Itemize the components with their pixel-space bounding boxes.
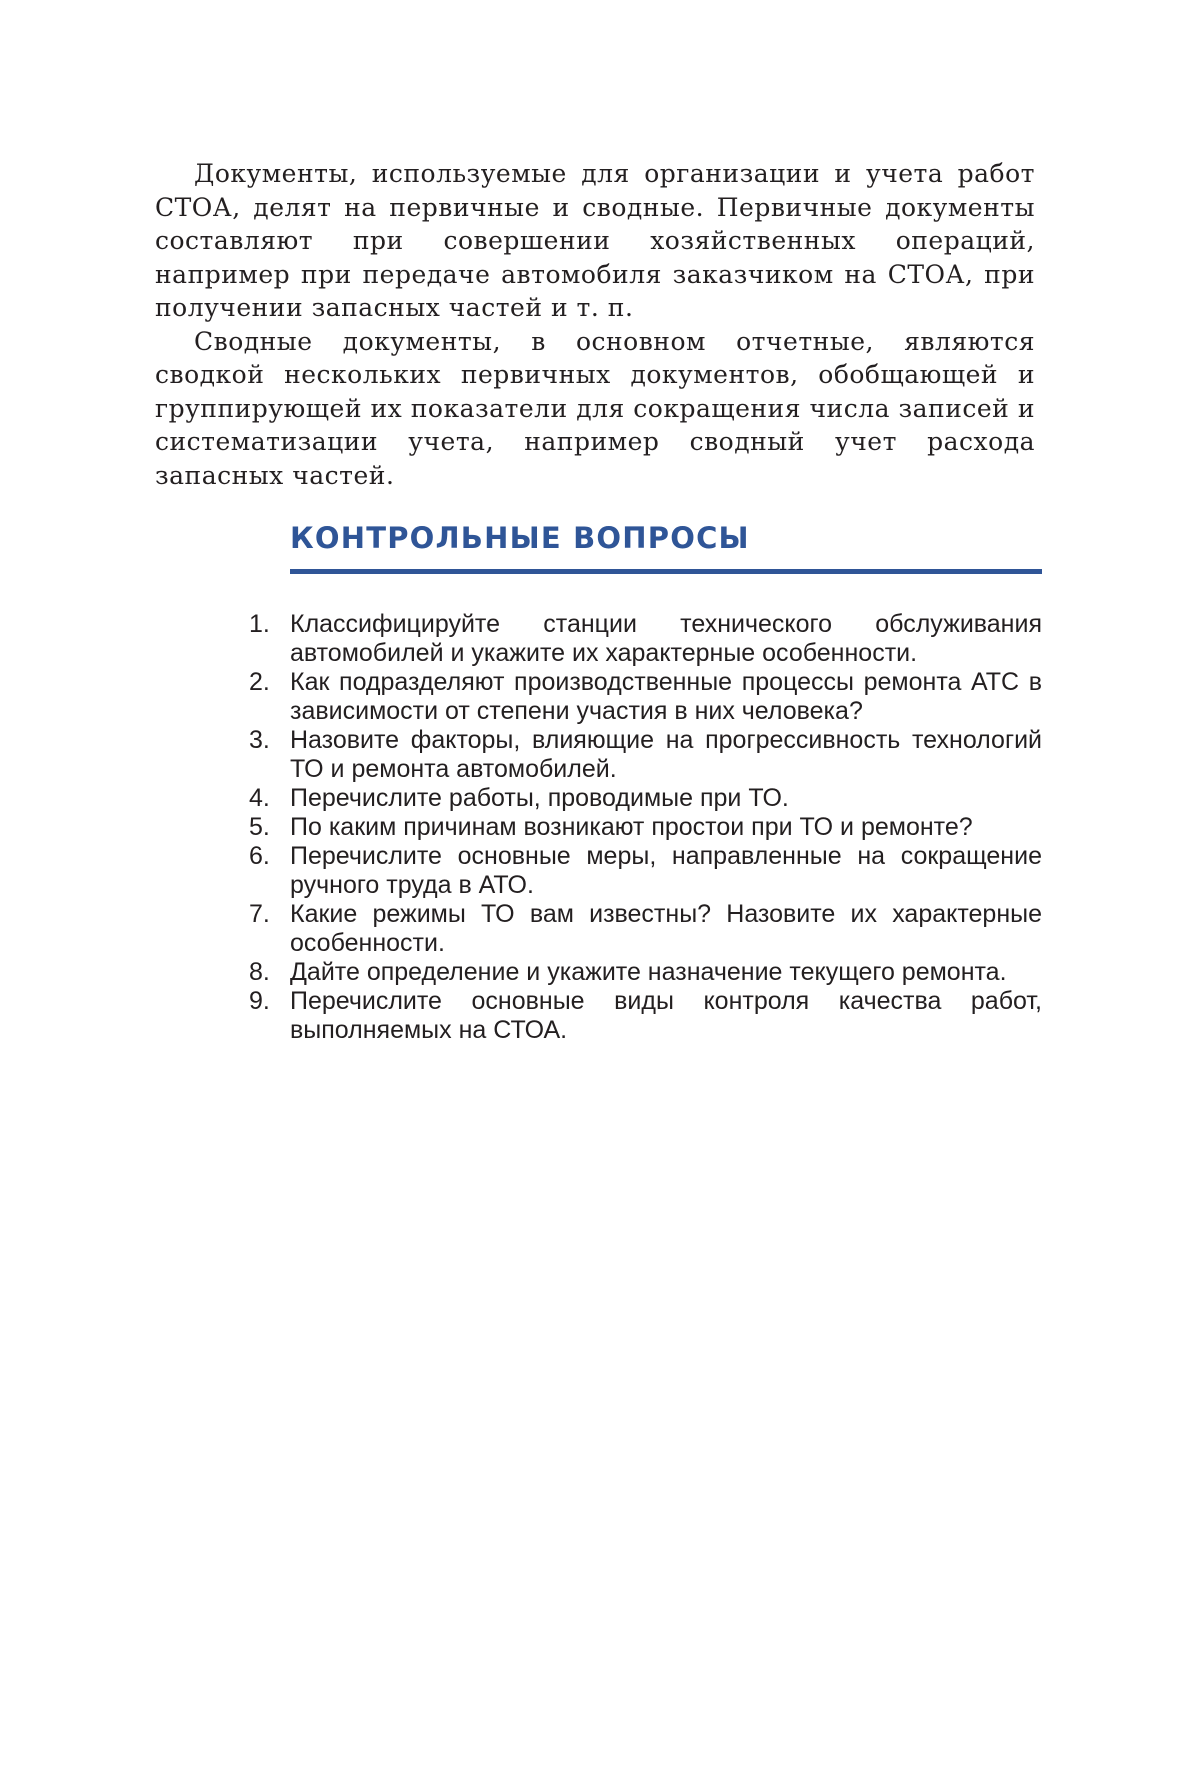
list-item xyxy=(240,668,1042,726)
question-text: Классифицируйте станции технического обслуживания автомобилей и укажите их характерные особенности. xyxy=(290,610,1042,667)
question-number: 7. xyxy=(249,900,270,928)
questions-list xyxy=(240,610,1042,1045)
question-number: 9. xyxy=(249,987,270,1015)
question-number: 6. xyxy=(249,842,270,870)
question-text: По каким причинам возникают простои при ТО и ремонте? xyxy=(290,813,973,841)
section-title: КОНТРОЛЬНЫЕ ВОПРОСЫ xyxy=(290,521,750,555)
list-item xyxy=(240,813,1042,842)
question-text: Перечислите работы, проводимые при ТО. xyxy=(290,784,789,812)
list-item xyxy=(240,987,1042,1045)
question-number: 1. xyxy=(249,610,270,638)
question-number: 2. xyxy=(249,668,270,696)
body-text xyxy=(155,157,1035,492)
list-item xyxy=(240,900,1042,958)
list-item xyxy=(240,958,1042,987)
question-text: Как подразделяют производственные процессы ремонта АТС в зависимости от степени участия в них человека? xyxy=(290,668,1042,725)
question-text: Дайте определение и укажите назначение текущего ремонта. xyxy=(290,958,1007,986)
list-item xyxy=(240,610,1042,668)
question-text: Перечислите основные меры, направленные на сокращение ручного труда в АТО. xyxy=(290,842,1042,899)
question-number: 5. xyxy=(249,813,270,841)
question-text: Перечислите основные виды контроля качества работ, выполняемых на СТОА. xyxy=(290,987,1042,1044)
list-item xyxy=(240,784,1042,813)
question-text: Назовите факторы, влияющие на прогрессивность технологий ТО и ремонта автомобилей. xyxy=(290,726,1042,783)
question-number: 3. xyxy=(249,726,270,754)
question-text: Какие режимы ТО вам известны? Назовите их характерные особенности. xyxy=(290,900,1042,957)
list-item xyxy=(240,726,1042,784)
paragraph: Документы, используемые для организации и учета работ СТОА, делят на первичные и сводные. Первичные документы составляют при совершении хозяйственных операций, например при передаче автомобиля заказчиком на СТОА, при получении запасных частей и т. п. xyxy=(155,159,1035,322)
question-number: 8. xyxy=(249,958,270,986)
question-number: 4. xyxy=(249,784,270,812)
paragraph: Сводные документы, в основном отчетные, являются сводкой нескольких первичных документов, обобщающей и группирующей их показатели для сокращения числа записей и систематизации учета, например сводный учет расхода запасных частей. xyxy=(155,326,1035,490)
list-item xyxy=(240,842,1042,900)
title-underline xyxy=(290,569,1042,574)
